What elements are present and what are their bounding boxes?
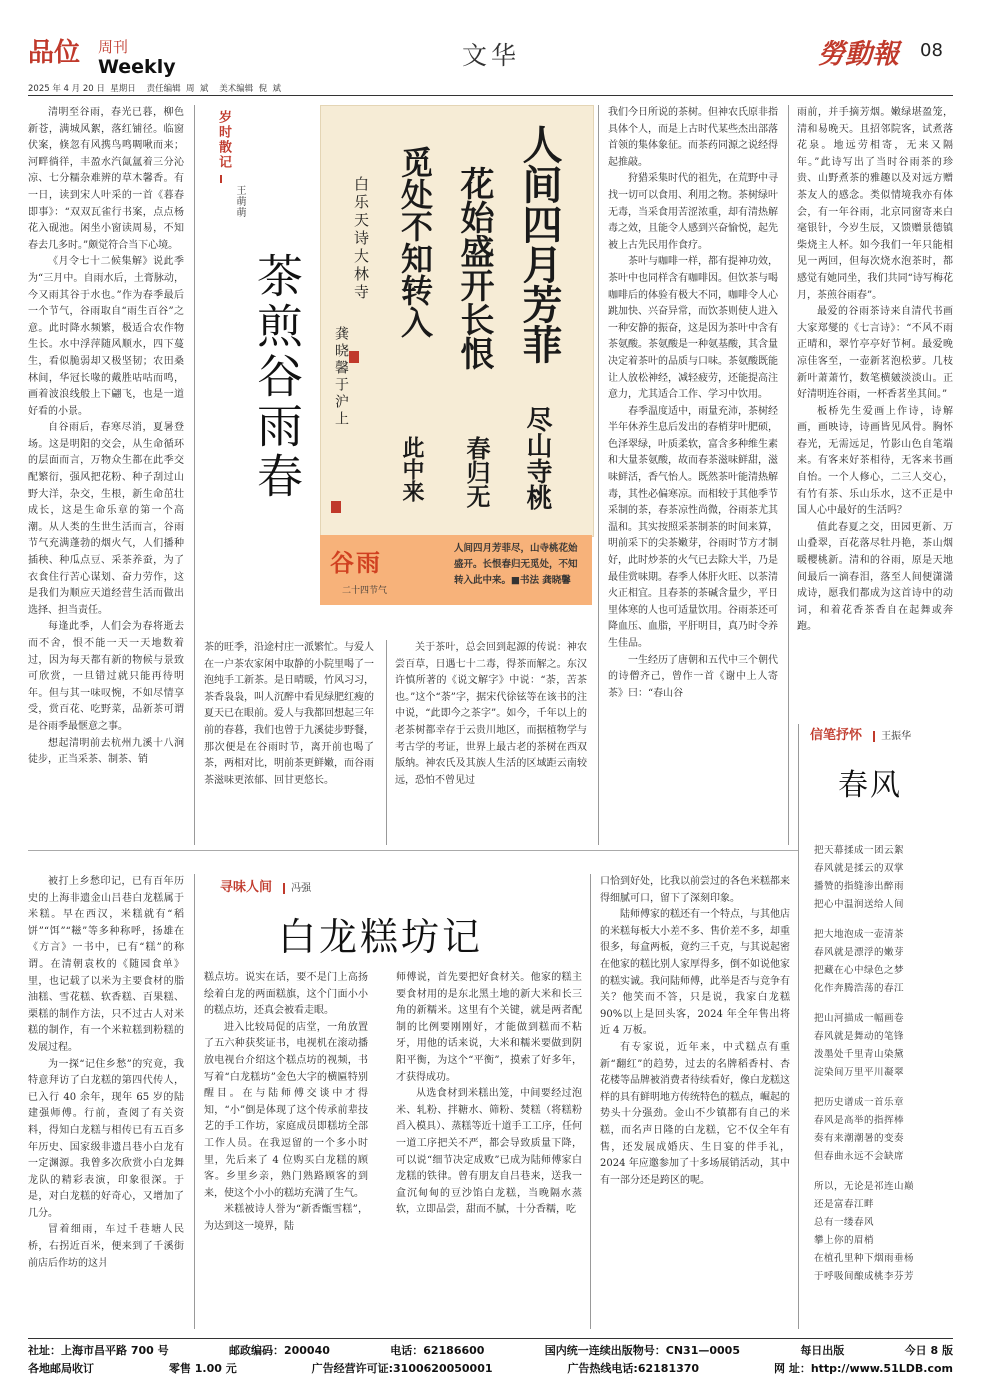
footer-page-count: 今日 8 版 <box>904 1344 953 1357</box>
poem-line: 春风就是漂浮的嫩芽 <box>814 947 905 958</box>
callig-line-3b: 此中来 <box>399 436 425 502</box>
article2-header <box>220 876 311 895</box>
poem-line: 于呼吸间酿成桃李芬芳 <box>814 1271 915 1282</box>
poem-line: 但春曲永远不会缺席 <box>814 1151 905 1162</box>
section-label: 寻味人间 <box>220 880 273 895</box>
poem-line: 春风就是舞动的笔锋 <box>814 1031 905 1042</box>
footer-row-2 <box>28 1360 953 1378</box>
caption-text: 人间四月芳菲尽，山寺桃花始盛开。长恨春归无觅处，不知转入此中来。■书法 龚晓馨 <box>454 543 578 586</box>
paragraph: 陆师傅家的糕还有一个特点，与其他店的米糕每板大小差不多、售价差不多，却重很多，每盒两板，竟约三千克，与其说起密在他家的糕比别人家厚得多，倒不如说他家的糕实诚。我问陆师傅，此举是否与竞争有关？他笑而不答，只是说，我家白龙糕 90%以上是回头客，2024 年全年售出将近 4 万板。 <box>600 909 790 1037</box>
poem-body <box>814 842 954 1286</box>
paragraph: 春季温度适中，雨量充沛，茶树经半年休养生息后发出的春梢芽叶肥硕，色泽翠绿，叶质柔软，富含多种维生素和大量茶氨酸，故而春茶滋味鲜甜，滋味鲜活，香气怡人。既然茶叶能清热解毒，其性必偏寒凉。而相较于其他季节采制的茶，春茶凉性尚微，谷雨茶尤其温和。其实按照采茶制茶的时间来算，明前采下的尖茶嫩芽，谷雨时节方才制好，此时炒茶的火气已去除大半，乃是最佳赏味期。春季人体肝火旺、以茶清火正相宜。且春茶的茶碱含量少，平日里体寒的人也可适量饮用。谷雨茶还可降血压、血脂，平肝明目，真乃时令养生佳品。 <box>608 405 778 649</box>
paragraph: 冒着细雨，车过千巷塘人民桥，右拐近百米，便来到了千溪街前店后作坊的这爿 <box>28 1224 184 1269</box>
poem-line: 春风是高举的指挥棒 <box>814 1115 905 1126</box>
poem-line: 把藏在心中绿色之梦 <box>814 965 905 976</box>
footer-rule <box>28 1338 953 1339</box>
article2-col3 <box>396 970 582 1329</box>
poem-line: 总有一缕春风 <box>814 1217 875 1228</box>
section-label: 岁时散记 <box>216 110 231 170</box>
callig-line-2b: 春归无 <box>462 436 491 508</box>
paragraph: 雨前，并手摘芳烟。嫩绿堪盈笼，清和易晚天。且招邻院客，试煮落花泉。地远劳相寄，无来又隔年。”此诗写出了当时谷雨茶的珍贵、山野煮茶的雅趣以及对远方赠茶友人的感念。类似情境我亦有体会，有一年谷雨，北京同窗寄来白毫银针，今岁生辰，又馈赠景德镇柴烧主人杯。如今我们一年只能相见一两回，但每次烧水泡茶时，都感觉有她同坐，我们共同“诗写梅花月，茶煎谷雨春”。 <box>797 107 953 301</box>
paragraph: 《月令七十二候集解》说此季为“三月中。自雨水后，土膏脉动，今又雨其谷于水也。”作为春季最后一个节气，谷雨取自“雨生百谷”之意。此时降水频繁，极适合农作物生长。水中浮萍随风顺水，四下蔓生，看似脆弱却又极坚韧；农田桑林间，华冠长喙的戴胜咕咕而鸣，画着波浪线般上下翩飞，也是一道好看的小景。 <box>28 256 184 417</box>
footer-address: 社址：上海市昌平路 700 号 <box>28 1344 169 1357</box>
footer-ad-license: 广告经营许可证:3100620050001 <box>311 1362 493 1375</box>
article1-col2 <box>204 640 374 845</box>
paragraph: 板桥先生爱画上作诗，诗解画，画映诗，诗画皆见风骨。胸怀春光，无需远足，竹影山色自笔端来。有客来好茶相待，无客来书画自怡。一个人修心，二三人交心，有竹有茶、乐山乐水，这不正是中国人心中最好的生活吗？ <box>797 405 953 517</box>
calligraphy-artwork <box>320 105 594 537</box>
callig-signature: 龚晓馨于沪上 <box>333 326 349 428</box>
calligraphy-caption-band <box>320 535 592 605</box>
poem-line: 春风就是揉云的双掌 <box>814 863 905 874</box>
paragraph: 我们今日所说的茶树。但神农氏原非指具体个人，而是上古时代某些杰出部落首领的集体象征。而茶药同源之说经得起推敲。 <box>608 107 778 168</box>
poem-line: 攀上你的眉梢 <box>814 1235 875 1246</box>
paragraph: 进入比较局促的店堂，一角放置了五六种获奖证书，电视机在滚动播放电视台介绍这个糕点坊的视频，书写着“白龙糕坊”金色大字的横匾特别醒目。在与陆师傅交谈中才得知，“小”倒是体现了这个传承前辈技艺的手工作坊，家庭成员即糕坊全部工作人员。在我逗留的一个多小时里，先后来了 4 位购买白龙糕的顾客。乡里乡亲，熟门熟路顾客的到来，使这个小小的糕坊充满了生气。 <box>204 1021 368 1199</box>
paragraph: 最爱的谷雨茶诗来自清代书画大家郑燮的《七言诗》：“不风不雨正晴和，翠竹亭亭好节柯。最爱晚凉佳客至，一壶新茗泡松萝。几枝新叶萧萧竹，数笔横皴淡淡山。正好清明连谷雨，一杯香茗坐其间。” <box>797 306 953 401</box>
paragraph: 茶的旺季，沿途村庄一派繁忙。与爱人在一户茶农家闲中取静的小院里喝了一泡纯手工新茶。是日晴暖，竹风习习，茶香袅袅，叫人沉醉中看见绿肥红瘦的夏天已在眼前。爱人与我都回想起三年前的春暮，我们也曾于九溪徒步野餐，那次便是在谷雨时节，离开前也喝了茶，两相对比，明前茶更鲜嫩，而谷雨茶滋味更浓郁、回甘更悠长。 <box>204 642 374 786</box>
column-divider <box>194 105 195 845</box>
seal-stamp-icon <box>349 351 359 363</box>
callig-line-1b: 尽山寺桃 <box>522 406 552 510</box>
column-divider <box>590 874 591 1329</box>
poem-stanza <box>814 1010 954 1082</box>
poem-line: 把山河描成一幅画卷 <box>814 1013 905 1024</box>
author-name: 王振华 <box>873 731 911 742</box>
paragraph: 口恰到好处，比我以前尝过的各色米糕都来得细腻可口，留下了深刻印象。 <box>600 876 790 904</box>
column-divider <box>798 724 799 1329</box>
article1-col4 <box>797 105 953 717</box>
footer-postcode: 邮政编码：200040 <box>228 1344 330 1357</box>
poem-line: 化作奔腾浩荡的春江 <box>814 983 905 994</box>
footer-phone: 电话：62186600 <box>390 1344 485 1357</box>
footer-subscription: 各地邮局收订 <box>28 1362 94 1375</box>
article1-title <box>244 252 310 502</box>
poem-line: 在植孔里种下烟雨垂杨 <box>814 1253 915 1264</box>
paragraph: 想起清明前去杭州九溪十八涧徒步，正当采茶、制茶、销 <box>28 737 184 766</box>
article3-header <box>810 724 911 743</box>
footer-cn-number: 国内统一连续出版物号：CN31—0005 <box>544 1344 740 1357</box>
dateline: 2025 年 4 月 20 日 星期日 责任编辑 周 斌 美术编辑 倪 斌 <box>28 84 282 94</box>
poem-line: 把心中温润送给人间 <box>814 899 905 910</box>
footer <box>28 1342 953 1382</box>
poem-stanza <box>814 1178 954 1286</box>
badge-text: 谷雨 <box>330 549 382 577</box>
brand-cn: 品位 <box>28 38 81 68</box>
footer-ad-hotline: 广告热线电话:62181370 <box>567 1362 700 1375</box>
callig-line-1: 人间四月芳菲 <box>516 124 563 364</box>
footer-price: 零售 1.00 元 <box>168 1362 237 1375</box>
paragraph: 关于茶叶，总会回到起源的传说：神农尝百草，日遇七十二毒，得茶而解之。东汉许慎所著的《说文解字》中说：“荼，苦茶也。”这个“荼”字，据宋代徐铉等在该书的注中说，“此即今之茶字”。如今，千年以上的老茶树都幸存于云贵川地区，而据植物学与考古学的考证，世界上最古老的茶树在西双版纳。神农氏及其族人生活的区域距云南较远，恐怕不曾见过 <box>395 642 587 786</box>
footer-row-1 <box>28 1342 953 1360</box>
column-divider <box>386 640 387 845</box>
footer-frequency: 每日出版 <box>800 1344 845 1357</box>
paragraph: 被打上乡愁印记，已有百年历史的上海非遗金山吕巷白龙糕属于米糕。早在西汉，米糕就有“稻饼”“饵”“糍”等多种称呼，扬雄在《方言》一书中，已有“糕”的称谓。在清朝袁枚的《随园食单》里，也记载了以米为主要食材的脂油糕、雪花糕、软香糕、百果糕、栗糕的制作方法，只不过古人对米糕的制作，有一个米粒糕到粉糕的发展过程。 <box>28 876 184 1053</box>
poem-stanza <box>814 1094 954 1166</box>
callig-line-3: 觅处不知转入 <box>396 146 434 338</box>
poem-line: 还是富春江畔 <box>814 1199 875 1210</box>
article1-label <box>214 110 230 170</box>
paragraph: 清明至谷雨，春光已暮，柳色新苍，满城风絮，落红铺径。临窗伏案，倏忽有风携鸟鸣啁啾而来；河畔徜徉，丰盈水汽氤氲着三分沁凉、七分糯杂难辨的草木馨香。有一日，读到宋人叶采的一首《暮春即事》：“双双瓦雀行书案，点点杨花入砚池。闲坐小窗读周易，不知春去几多时。”颇觉符合当下心境。 <box>28 107 184 251</box>
article1-col3a <box>395 640 587 845</box>
footer-website[interactable]: 网 址：http://www.51LDB.com <box>773 1362 953 1375</box>
badge-subtitle: 二十四节气 <box>342 586 388 596</box>
section-title: 文华 <box>462 41 521 70</box>
brand-zhou: 周刊 <box>98 38 129 56</box>
poem-line: 把天幕揉成一团云絮 <box>814 845 905 856</box>
callig-inscription: 白乐天诗大林寺 <box>352 176 370 302</box>
section-label: 信笔抒怀 <box>810 728 863 743</box>
guyu-badge <box>330 543 418 577</box>
poem-stanza <box>814 842 954 914</box>
paragraph: 每逢此季，人们会为春将逝去而不舍，恨不能一天一天地数着过，因为每天都有新的物候与景致可欣赏，一旦错过就只能再待明年。但与其一味叹惋，不如尽情享受，赏百花、吃野菜，品新茶可谓是谷雨季最惬意之事。 <box>28 621 184 732</box>
masthead <box>0 0 981 100</box>
paragraph: 值此春夏之交，田园更新、万山叠翠，百花落尽牡丹艳，茶山烟暖樱桃新。清和的谷雨，原是天地间最后一滴春泪，落至人间便潇潇成诗，愿我们都成为这首诗中的动词，和着花香茶香自在起舞或奔跑。 <box>797 521 953 633</box>
seal-stamp-icon <box>331 501 341 513</box>
article1-col3b <box>608 105 778 845</box>
paragraph: 茶叶与咖啡一样，都有提神功效，茶叶中也同样含有咖啡因。但饮茶与喝咖啡后的体验有极大不同，咖啡令人心跳加快、兴奋异常，而饮茶则使人进入一种安静的振奋，这是因为茶叶中含有茶氨酸。茶氨酸是一种氨基酸，其含量决定着茶叶的品质与口味。茶氨酸既能让人放松神经，减轻疲劳，还能提高注意力，尤其适合工作、学习中饮用。 <box>608 256 778 401</box>
article2-col1 <box>28 874 184 1329</box>
paragraph: 从选食材到米糕出笼，中间要经过泡米、轧粉、拌糖水、筛粉、焚糕（将糕粉舀入模具）、蒸糕等近十道手工工序，任何一道工序把关不严，都会导致质量下降，可以说“细节决定成败”已成为陆师傅家白龙糕的铁律。曾有朋友自吕巷来，送我一盒沉甸甸的豆沙馅白龙糕，当晚隔水蒸软，立即品尝，甜而不腻，十分香糯，吃 <box>396 1088 582 1216</box>
author-name: 冯强 <box>283 883 311 894</box>
paragraph: 狩猎采集时代的祖先，在荒野中寻找一切可以食用、利用之物。茶树绿叶无毒，当采食用苦涩浓重，却有清热解毒之效，且能令人感到兴奋愉悦，起先被上古先民用作食疗。 <box>608 173 778 251</box>
page-number: 08 <box>920 40 943 61</box>
article1-author <box>232 185 247 218</box>
paragraph: 为一探“记住乡愁”的究竟，我特意拜访了白龙糕的第四代传人，已入行 40 余年，现年 65 岁的陆建强师傅。行前，查阅了有关资料，得知白龙糕与相传已有五百多年历史、国家级非遗吕巷小白龙有一定渊源。我曾多次欣赏小白龙舞龙队的精彩表演，印象很深。于是，对白龙糕的好奇心，又增加了几分。 <box>28 1058 184 1219</box>
poem-line: 淀染间万里平川凝翠 <box>814 1067 905 1078</box>
poem-line: 把大地泡成一壶清茶 <box>814 929 905 940</box>
brand-en: Weekly <box>98 56 176 78</box>
article2-col2 <box>204 970 368 1329</box>
poem-stanza <box>814 926 954 998</box>
article3-title: 春风 <box>838 768 902 803</box>
paragraph: 米糕被诗人誉为“新香甑雪糕”，为达到这一境界，陆 <box>204 1204 368 1232</box>
article1-col1 <box>28 105 184 845</box>
headline: 茶煎谷雨春 <box>250 252 304 502</box>
paragraph: 有专家说，近年来，中式糕点有重新“翻红”的趋势，过去的名牌稻香村、杏花楼等品牌被消费者待续看好，像白龙糕这样的具有鲜明地方传统特色的糕点，崛起的势头十分强劲。金山不少镇都有自己的米糕，而名声日隆的白龙糕，它不仅全年有售，还发展成婚庆、生日宴的伴手礼，2024 年应邀参加了十多场展销活动，其中有一部分还是跨区的呢。 <box>600 1041 790 1186</box>
column-divider <box>194 874 195 1329</box>
poem-line: 泼墨处千里青山染黛 <box>814 1049 905 1060</box>
poem-line: 把历史谱成一首乐章 <box>814 1097 905 1108</box>
poem-line: 所以，无论是祁连山巅 <box>814 1181 915 1192</box>
masthead-rule <box>28 95 953 96</box>
paragraph: 师傅说，首先要把好食材关。他家的糕主要食材用的是东北黑土地的新大米和长三角的新糯米。这里有个关键，就是两者配制的比例要刚刚好，才能做到糕而不粘牙，用他的话来说，大米和糯米要做到阴阳平衡，为这个“平衡”，摸索了好多年，才获得成功。 <box>396 972 582 1083</box>
paragraph: 自谷雨后，春寒尽消，夏暑登场。这是明阳的交会，从生命循环的层面而言，万物众生都在此季交配繁衍，强风把花粉、种子刮过山野大洋，杂交，生根，新生命茁壮成长，这是生命乐章的第一个高潮。从人类的生世生活而言，谷雨节气充满蓬勃的烟火气，人们播种插秧、种瓜点豆、采茶养蚕，为了衣食住行苦心谋划、奋力劳作，这是我们为顺应天道经营生活而做出选择、担当责任。 <box>28 422 184 616</box>
author-name: 王萌萌 <box>234 185 245 218</box>
label-rule <box>220 175 222 183</box>
column-divider <box>598 105 599 845</box>
newspaper-logo: 勞動報 <box>818 39 899 70</box>
article2-col4 <box>600 874 790 1329</box>
paragraph: 一生经历了唐朝和五代中三个朝代的诗僧齐己，曾作一首《谢中上人寄茶》曰：“春山谷 <box>608 654 778 699</box>
column-divider <box>788 105 789 845</box>
poem-line: 奏有来潮潮暑的变奏 <box>814 1133 905 1144</box>
callig-line-2: 花始盛开长恨 <box>454 166 494 370</box>
section-rule <box>28 850 798 851</box>
poem-line: 播赞的指缝渗出醉雨 <box>814 881 905 892</box>
article2-title: 白龙糕坊记 <box>278 915 484 959</box>
paragraph: 糕点坊。说实在话，要不是门上高扬绘着白龙的两面糕旗，这个门面小小的糕点坊，还真会被看走眼。 <box>204 972 368 1017</box>
